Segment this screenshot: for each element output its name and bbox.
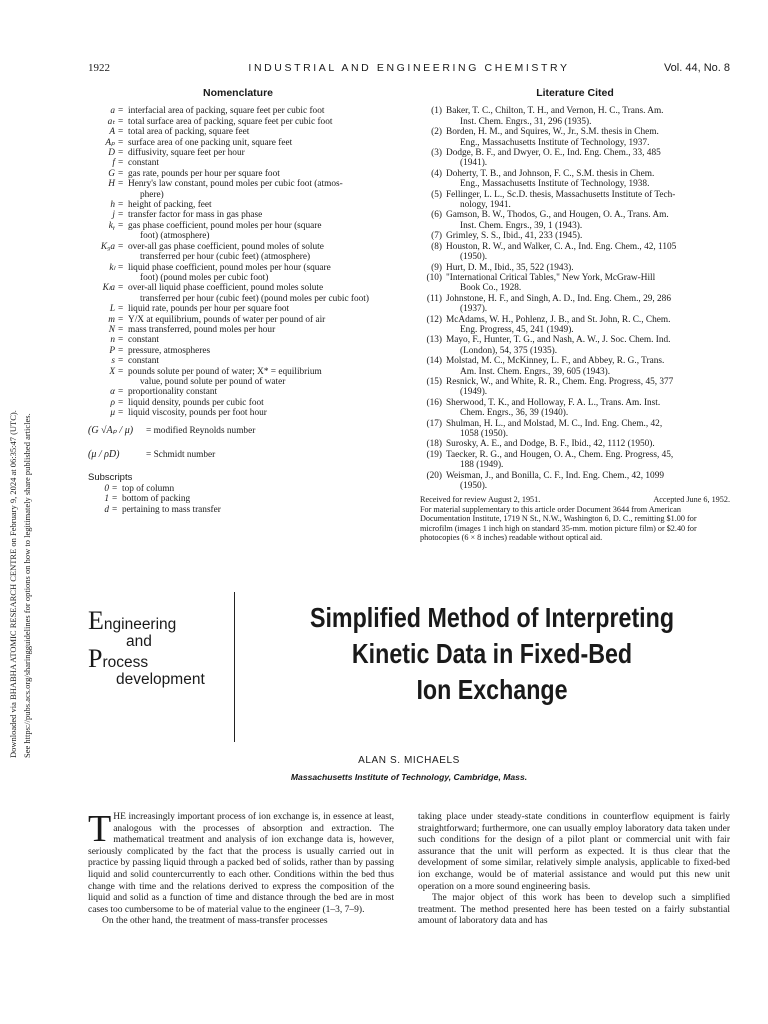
nomenclature-definition — [128, 106, 388, 116]
reference-continuation: (1950). — [460, 481, 488, 492]
reference-line: Houston, R. W., and Walker, C. A., Ind. Eng. Chem., 42, 1105 — [446, 241, 677, 252]
nomenclature-row — [88, 335, 388, 345]
equals-sign: = — [112, 484, 118, 494]
equals-sign: = — [118, 314, 124, 325]
definition-text: total area of packing, square feet — [128, 127, 250, 138]
nomenclature-row — [88, 127, 388, 137]
volume-issue: Vol. 44, No. 8 — [663, 62, 730, 74]
nomenclature-definition — [128, 387, 388, 397]
equals-sign: = — [118, 241, 124, 252]
reference-item — [420, 273, 730, 294]
nomenclature-definition — [128, 408, 388, 418]
nomenclature-symbol: n — [110, 335, 115, 346]
equals-sign: = — [118, 116, 124, 127]
page-number: 1922 — [88, 62, 110, 74]
nomenclature-row — [88, 263, 388, 284]
reference-item — [420, 315, 730, 336]
definition-continuation: phere) — [140, 189, 164, 200]
reference-continuation: Am. Inst. Chem. Engrs., 39, 605 (1943). — [460, 366, 611, 377]
definition-text: pounds solute per pound of water; X* = equilibrium — [128, 366, 322, 377]
equals-sign: = — [118, 397, 124, 408]
logo-process: rocess — [102, 654, 149, 671]
reference-number: (4) — [431, 168, 442, 179]
title-line-1: Simplified Method of Interpreting — [309, 602, 675, 633]
nomenclature-row — [88, 367, 388, 388]
equals-sign: = — [118, 408, 124, 419]
equals-sign: = — [118, 387, 124, 398]
equals-sign: = — [118, 210, 124, 221]
logo-divider — [234, 592, 235, 742]
schmidt-row — [88, 445, 388, 467]
equals-sign: = — [118, 168, 124, 179]
accepted-date: Accepted June 6, 1952. — [653, 495, 730, 505]
definition-continuation: foot) (pound moles per cubic foot) — [140, 272, 269, 283]
literature-section — [420, 88, 730, 542]
equals-sign: = — [118, 158, 124, 169]
title-line-3: Ion Exchange — [416, 674, 568, 705]
equals-sign: = — [118, 106, 124, 117]
reference-text — [446, 231, 730, 241]
nomenclature-symbol: D — [108, 148, 115, 159]
nomenclature-row — [88, 158, 388, 168]
reference-continuation: (London), 54, 375 (1935). — [460, 345, 558, 356]
reference-text — [446, 148, 730, 169]
reference-text — [446, 356, 730, 377]
reference-continuation: (1949). — [460, 387, 488, 398]
subscript-meaning: pertaining to mass transfer — [122, 504, 221, 515]
nomenclature-row — [88, 138, 388, 148]
reference-text — [446, 419, 730, 440]
reference-item — [420, 210, 730, 231]
reference-item — [420, 335, 730, 356]
reference-number: (8) — [431, 241, 442, 252]
body-paragraph: The major object of this work has been to develop such a simplified treatment. The method presented here has been tested on a fairly substantial amount of laboratory data and has — [418, 893, 730, 927]
reference-text — [446, 242, 730, 263]
author-affiliation: Massachusetts Institute of Technology, Cambridge, Mass. — [290, 772, 528, 782]
equals-sign: = — [118, 127, 124, 138]
reference-number: (13) — [426, 335, 442, 346]
reference-line: Weisman, J., and Bonilla, C. F., Ind. Eng. Chem., 42, 1099 — [446, 470, 665, 481]
subscript-row — [88, 484, 388, 494]
nomenclature-symbol: A — [109, 127, 115, 138]
schmidt-label: = Schmidt number — [146, 450, 216, 461]
definition-text: mass transferred, pound moles per hour — [128, 324, 276, 335]
reference-item — [420, 148, 730, 169]
nomenclature-row — [88, 315, 388, 325]
nomenclature-symbol: ρ — [110, 397, 115, 408]
equals-sign: = — [118, 324, 124, 335]
reference-line: Fellinger, L. L., Sc.D. thesis, Massachusetts Institute of Tech- — [446, 189, 676, 200]
reference-number: (6) — [431, 210, 442, 221]
reference-text — [446, 294, 730, 315]
nomenclature-definition — [128, 263, 388, 284]
nomenclature-definition — [128, 200, 388, 210]
subscripts-list — [88, 484, 388, 515]
equals-sign: = — [118, 335, 124, 346]
nomenclature-row — [88, 283, 388, 304]
reference-number: (15) — [426, 376, 442, 387]
reference-line: Surosky, A. E., and Dodge, B. F., Ibid., 42, 1112 (1950). — [446, 439, 655, 450]
download-notice-line-2: See https://pubs.acs.org/sharingguidelines for options on how to legitimately share published articles. — [22, 413, 32, 758]
reference-continuation: Book Co., 1928. — [460, 283, 522, 294]
running-header — [88, 62, 730, 78]
nomenclature-definition — [128, 398, 388, 408]
nomenclature-definition — [128, 356, 388, 366]
equals-sign: = — [112, 504, 118, 515]
definition-text: constant — [128, 335, 159, 346]
nomenclature-symbol: h — [110, 200, 115, 211]
reference-continuation: (1941). — [460, 158, 488, 169]
reference-text — [446, 398, 730, 419]
nomenclature-row — [88, 179, 388, 200]
subscript-row — [88, 505, 388, 515]
equals-sign: = — [118, 137, 124, 148]
reference-text — [446, 471, 730, 492]
nomenclature-symbol: X — [109, 366, 115, 377]
equals-sign: = — [118, 200, 124, 211]
nomenclature-definition — [128, 210, 388, 220]
definition-text: diffusivity, square feet per hour — [128, 148, 245, 159]
reference-item — [420, 439, 730, 449]
reference-item — [420, 106, 730, 127]
nomenclature-definition — [128, 127, 388, 137]
reference-text — [446, 315, 730, 336]
reference-line: Dodge, B. F., and Dwyer, O. E., Ind. Eng. Chem., 33, 485 — [446, 148, 661, 159]
nomenclature-definition — [128, 304, 388, 314]
nomenclature-definition — [128, 117, 388, 127]
nomenclature-symbol: kₗ — [109, 262, 115, 273]
reference-continuation: nology, 1941. — [460, 200, 511, 211]
nomenclature-symbol: α — [110, 387, 115, 398]
nomenclature-row — [88, 117, 388, 127]
reference-continuation: Inst. Chem. Engrs., 31, 296 (1935). — [460, 116, 592, 127]
nomenclature-symbol: H — [108, 179, 115, 190]
reference-item — [420, 398, 730, 419]
nomenclature-symbol: P — [109, 345, 115, 356]
definition-continuation: transferred per hour (cubic feet) (pound moles per cubic foot) — [140, 293, 369, 304]
reference-continuation: Inst. Chem. Engrs., 39, 1 (1943). — [460, 220, 583, 231]
reference-line: Gamson, B. W., Thodos, G., and Hougen, O. A., Trans. Am. — [446, 210, 669, 221]
reference-continuation: Eng., Massachusetts Institute of Technology, 1938. — [460, 179, 650, 190]
reference-item — [420, 127, 730, 148]
nomenclature-definition — [128, 325, 388, 335]
nomenclature-row — [88, 210, 388, 220]
definition-text: Y/X at equilibrium, pounds of water per pound of air — [128, 314, 326, 325]
nomenclature-list — [88, 106, 388, 418]
nomenclature-row — [88, 356, 388, 366]
nomenclature-row — [88, 408, 388, 418]
reference-item — [420, 294, 730, 315]
intro-paragraph — [88, 808, 394, 916]
reference-text — [446, 190, 730, 211]
reference-number: (14) — [426, 356, 442, 367]
reference-line: Grimley, S. S., Ibid., 41, 233 (1945). — [446, 231, 583, 242]
reference-continuation: (1937). — [460, 304, 488, 315]
reference-continuation: Chem. Engrs., 36, 39 (1940). — [460, 408, 569, 419]
drop-cap: T — [88, 808, 112, 850]
nomenclature-symbol: j — [112, 210, 115, 221]
reference-number: (19) — [426, 449, 442, 460]
reference-continuation: 188 (1949). — [460, 460, 504, 471]
author-name: ALAN S. MICHAELS — [358, 755, 460, 766]
equals-sign: = — [118, 148, 124, 159]
definition-text: liquid density, pounds per cubic foot — [128, 397, 264, 408]
reynolds-row — [88, 421, 388, 443]
reference-number: (7) — [431, 231, 442, 242]
nomenclature-row — [88, 200, 388, 210]
reference-item — [420, 242, 730, 263]
nomenclature-definition — [128, 179, 388, 200]
nomenclature-definition — [128, 315, 388, 325]
reference-item — [420, 190, 730, 211]
equals-sign: = — [118, 345, 124, 356]
nomenclature-definition — [128, 169, 388, 179]
reference-number: (16) — [426, 397, 442, 408]
reference-line: Shulman, H. L., and Molstad, M. C., Ind. Eng. Chem., 42, — [446, 418, 663, 429]
reference-item — [420, 231, 730, 241]
reference-line: Molstad, M. C., McKinney, L. F., and Abbey, R. G., Trans. — [446, 356, 665, 367]
body-column-right — [418, 812, 730, 928]
reference-text — [446, 106, 730, 127]
definition-text: interfacial area of packing, square feet per cubic foot — [128, 106, 325, 117]
equals-sign: = — [118, 366, 124, 377]
definition-text: height of packing, feet — [128, 200, 212, 211]
reynolds-group: (G √Aₚ / μ) — [88, 425, 134, 437]
reference-list — [420, 106, 730, 491]
reference-number: (10) — [426, 272, 442, 283]
definition-text: constant — [128, 356, 159, 367]
nomenclature-row — [88, 169, 388, 179]
body-column-left — [88, 808, 394, 928]
subscript-meaning: top of column — [122, 484, 175, 494]
nomenclature-symbol: μ — [110, 408, 115, 419]
definition-text: liquid viscosity, pounds per foot hour — [128, 408, 267, 419]
article-title — [294, 600, 689, 708]
definition-text: Henry's law constant, pound moles per cubic foot (atmos- — [128, 179, 343, 190]
reference-line: Johnstone, H. F., and Singh, A. D., Ind. Eng. Chem., 29, 286 — [446, 293, 671, 304]
reference-item — [420, 356, 730, 377]
nomenclature-definition — [128, 283, 388, 304]
reference-text — [446, 210, 730, 231]
nomenclature-definition — [128, 158, 388, 168]
definition-text: liquid rate, pounds per hour per square foot — [128, 304, 290, 315]
received-note — [420, 495, 730, 542]
reference-continuation: Eng., Massachusetts Institute of Technology, 1937. — [460, 137, 650, 148]
equals-sign: = — [118, 262, 124, 273]
reference-line: Baker, T. C., Chilton, T. H., and Vernon, H. C., Trans. Am. — [446, 106, 664, 117]
reference-item — [420, 450, 730, 471]
reference-line: Resnick, W., and White, R. R., Chem. Eng. Progress, 45, 377 — [446, 376, 674, 387]
reference-number: (5) — [431, 189, 442, 200]
nomenclature-symbol: K₉a — [100, 241, 115, 252]
nomenclature-symbol: Aₚ — [105, 137, 115, 148]
reference-line: Mayo, F., Hunter, T. G., and Nash, A. W., J. Soc. Chem. Ind. — [446, 335, 671, 346]
nomenclature-symbol: N — [108, 324, 115, 335]
reference-line: McAdams, W. H., Pohlenz, J. B., and St. John, R. C., Chem. — [446, 314, 671, 325]
nomenclature-symbol: s — [111, 356, 115, 367]
nomenclature-symbol: Kₗa — [102, 283, 115, 294]
reference-item — [420, 419, 730, 440]
nomenclature-row — [88, 304, 388, 314]
reynolds-label: = modified Reynolds number — [146, 426, 256, 437]
nomenclature-row — [88, 325, 388, 335]
nomenclature-row — [88, 346, 388, 356]
nomenclature-symbol: a — [110, 106, 115, 117]
definition-text: pressure, atmospheres — [128, 345, 211, 356]
subscript-key: 0 — [104, 484, 109, 494]
equals-sign: = — [112, 494, 118, 505]
equals-sign: = — [118, 283, 124, 294]
literature-heading: Literature Cited — [536, 87, 614, 99]
definition-text: proportionality constant — [128, 387, 218, 398]
reference-text — [446, 127, 730, 148]
equals-sign: = — [118, 356, 124, 367]
reference-number: (2) — [431, 127, 442, 138]
equals-sign: = — [118, 304, 124, 315]
nomenclature-definition — [128, 148, 388, 158]
nomenclature-row — [88, 221, 388, 242]
reference-continuation: Eng. Progress, 45, 241 (1949). — [460, 324, 574, 335]
reference-line: Taecker, R. G., and Hougen, O. A., Chem. Eng. Progress, 45, — [446, 449, 674, 460]
reference-line: Doherty, T. B., and Johnson, F. C., S.M. thesis in Chem. — [446, 168, 655, 179]
definition-text: surface area of one packing unit, square feet — [128, 137, 293, 148]
reference-continuation: 1058 (1950). — [460, 429, 509, 439]
nomenclature-definition — [128, 242, 388, 263]
subscripts-heading: Subscripts — [88, 471, 133, 483]
nomenclature-definition — [128, 367, 388, 388]
reference-item — [420, 169, 730, 190]
definition-text: transfer factor for mass in gas phase — [128, 210, 263, 221]
reference-text — [446, 273, 730, 294]
reference-text — [446, 335, 730, 356]
reference-item — [420, 377, 730, 398]
nomenclature-symbol: f — [112, 158, 115, 169]
reference-text — [446, 263, 730, 273]
nomenclature-heading: Nomenclature — [202, 87, 274, 99]
definition-text: over-all liquid phase coefficient, pound moles solute — [128, 283, 324, 294]
reference-line: "International Critical Tables," New York, McGraw-Hill — [446, 272, 656, 283]
schmidt-group: (μ / ρD) — [88, 449, 120, 461]
download-notice-line-1: Downloaded via BHABHA ATOMIC RESEARCH CENTRE on February 9, 2024 at 06:35:47 (UTC). — [8, 410, 18, 758]
section-logo — [88, 606, 228, 688]
definition-text: constant — [128, 158, 159, 169]
definition-text: liquid phase coefficient, pound moles per hour (square — [128, 262, 331, 273]
nomenclature-row — [88, 387, 388, 397]
logo-engineering: ngineering — [103, 616, 177, 633]
nomenclature-definition — [128, 221, 388, 242]
logo-and: and — [126, 632, 152, 650]
definition-text: total surface area of packing, square feet per cubic foot — [128, 116, 333, 127]
reference-number: (9) — [431, 262, 442, 273]
reference-number: (11) — [426, 293, 442, 304]
definition-text: gas rate, pounds per hour per square foot — [128, 168, 280, 179]
equals-sign: = — [118, 179, 124, 190]
reference-line: Hurt, D. M., Ibid., 35, 522 (1943). — [446, 262, 574, 273]
received-date: Received for review August 2, 1951. — [420, 495, 541, 505]
nomenclature-definition — [128, 138, 388, 148]
journal-title: INDUSTRIAL AND ENGINEERING CHEMISTRY — [248, 62, 570, 74]
reference-text — [446, 169, 730, 190]
nomenclature-symbol: aₜ — [107, 116, 115, 127]
reference-item — [420, 471, 730, 492]
reference-number: (3) — [431, 148, 442, 159]
reference-number: (20) — [426, 470, 442, 481]
supplementary-note: For material supplementary to this article order Document 3644 from American Documentation Institute, 1719 N St., N.W., Washington 6, D. C., remitting $1.00 for microfilm (images 1 inch high on standard 35-mm. motion picture film) or $2.40 for photocopies (6 × 8 inches) readable without optical aid. — [420, 504, 697, 543]
nomenclature-row — [88, 106, 388, 116]
nomenclature-symbol: m — [108, 314, 115, 325]
definition-continuation: foot) (atmosphere) — [140, 231, 210, 242]
subscript-meaning: bottom of packing — [122, 494, 191, 505]
reference-text — [446, 439, 730, 449]
nomenclature-row — [88, 398, 388, 408]
nomenclature-row — [88, 242, 388, 263]
reference-continuation: (1950). — [460, 252, 488, 263]
body-paragraph: taking place under steady-state conditions in counterflow equipment is fairly straightforward; furthermore, one can usually employ laboratory data taken under such conditions for the design of a pilot plant or commercial unit with fair assurance that the unit will perform as expected. It is thus clear that the development of some similar, relatively simple analysis, applicable to fixed-bed ion exchange, would be of material assistance and would put this new unit operation on a more sound engineering basis. — [418, 812, 730, 892]
nomenclature-section — [88, 88, 388, 515]
definition-continuation: value, pound solute per pound of water — [140, 376, 286, 387]
download-notice — [6, 298, 36, 758]
logo-e: E — [88, 606, 104, 635]
nomenclature-definition — [128, 335, 388, 345]
definition-text: gas phase coefficient, pound moles per hour (square — [128, 220, 322, 231]
definition-text: over-all gas phase coefficient, pound moles of solute — [128, 241, 324, 252]
subscript-row — [88, 494, 388, 504]
nomenclature-definition — [128, 346, 388, 356]
title-line-2: Kinetic Data in Fixed-Bed — [351, 638, 633, 669]
reference-number: (17) — [426, 418, 442, 429]
reference-text — [446, 450, 730, 471]
equals-sign: = — [118, 220, 124, 231]
reference-text — [446, 377, 730, 398]
nomenclature-symbol: L — [109, 304, 115, 315]
intro-text: HE increasingly important process of ion exchange is, in essence at least, analogous with the processes of absorption and extraction. The mathematical treatment and analysis of ion exchange data is, however, seriously complicated by the fact that the process is usually carried out in practice by passing liquid through a packed bed of solids, rather than by passing liquid and solid countercurrently to each other. Conditions within the bed thus change with time and the relations derived to express the composition of the liquid and solid as a function of time and distance through the bed are in most cases too cumbersome to be of material value to the engineer (1–3, 7–9). — [88, 812, 394, 915]
reference-number: (1) — [431, 106, 442, 117]
subscript-key: d — [104, 504, 109, 515]
logo-development: development — [116, 670, 205, 688]
nomenclature-symbol: kᵧ — [108, 220, 115, 231]
nomenclature-row — [88, 148, 388, 158]
subscript-key: 1 — [104, 494, 109, 505]
body-paragraph: On the other hand, the treatment of mass-transfer processes — [102, 916, 328, 927]
reference-line: Borden, H. M., and Squires, W., Jr., S.M. thesis in Chem. — [446, 127, 659, 138]
reference-item — [420, 263, 730, 273]
nomenclature-symbol: G — [108, 168, 115, 179]
reference-number: (18) — [426, 439, 442, 450]
logo-p: P — [88, 644, 103, 673]
reference-line: Sherwood, T. K., and Holloway, F. A. L., Trans. Am. Inst. — [446, 397, 661, 408]
reference-number: (12) — [426, 314, 442, 325]
definition-continuation: transferred per hour (cubic feet) (atmosphere) — [140, 252, 311, 263]
